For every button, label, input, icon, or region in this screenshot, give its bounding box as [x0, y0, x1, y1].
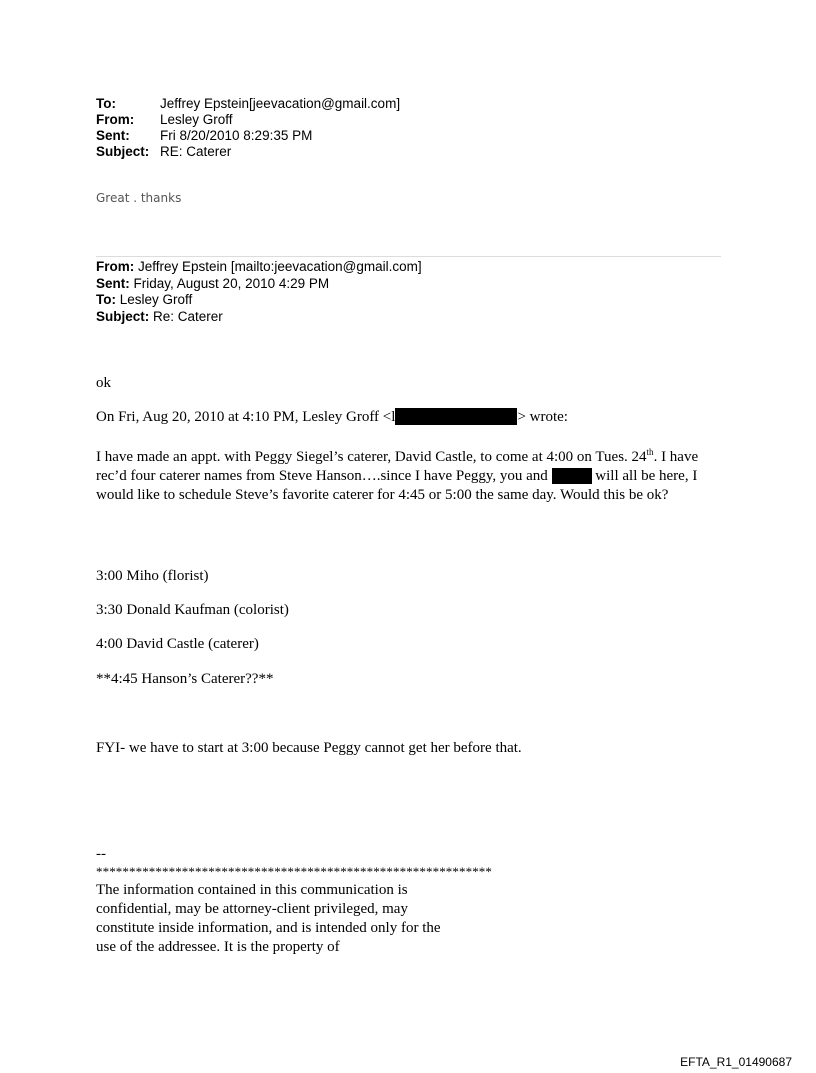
fwd-to-label: To:: [96, 292, 116, 307]
redaction-box: [395, 408, 517, 425]
header-to-row: [96, 96, 400, 112]
fwd-sent-value: Friday, August 20, 2010 4:29 PM: [133, 275, 330, 291]
attribution-partial: l: [391, 409, 396, 425]
fwd-subject-row: [96, 309, 422, 326]
schedule-item: 3:00 Miho (florist): [96, 568, 209, 584]
para-part3: will all be here, I would like to schedule Steve’s favorite caterer for 4:45 or 5:00 the same day. Would this be ok?: [96, 468, 698, 503]
divider: [96, 256, 721, 257]
forwarded-header: [96, 259, 422, 325]
header-from-row: [96, 112, 400, 128]
signature-dash: --: [96, 846, 106, 862]
from-label: From:: [96, 112, 135, 127]
confidentiality-disclaimer: The information contained in this communication is confidential, may be attorney-client privileged, may constitute inside information, and is intended only for the use of the addressee. It is the property of: [96, 882, 441, 955]
attribution-suffix: > wrote:: [517, 409, 568, 425]
para-sup: th: [646, 447, 654, 457]
fyi-line: FYI- we have to start at 3:00 because Peggy cannot get her before that.: [96, 740, 522, 756]
fwd-sent-label: Sent:: [96, 275, 130, 291]
fwd-to-value: Lesley Groff: [119, 292, 193, 307]
subject-value: RE: Caterer: [160, 144, 232, 159]
para-part1: I have made an appt. with Peggy Siegel’s caterer, David Castle, to come at 4:00 on Tues. 24: [96, 449, 647, 465]
reply-text: Great . thanks: [96, 191, 182, 205]
to-label: To:: [96, 96, 116, 111]
fwd-subject-label: Subject:: [96, 308, 150, 324]
document-id: EFTA_R1_01490687: [680, 1055, 792, 1069]
from-value: Lesley Groff: [160, 112, 233, 127]
quote-attribution: [96, 408, 568, 427]
email-header: [96, 96, 400, 160]
redaction-box: [552, 468, 592, 484]
asterisk-rule: ************************************************************: [96, 864, 492, 879]
fwd-to-row: [96, 292, 422, 309]
schedule-item: 3:30 Donald Kaufman (colorist): [96, 602, 289, 618]
fwd-from-value: Jeffrey Epstein [mailto:jeevacation@gmail.com]: [138, 259, 422, 274]
header-subject-row: [96, 144, 400, 160]
schedule-item: 4:00 David Castle (caterer): [96, 636, 259, 652]
fwd-from-label: From:: [96, 259, 135, 274]
header-sent-row: [96, 128, 400, 144]
schedule-item: **4:45 Hanson’s Caterer??**: [96, 671, 274, 687]
para-part2: . I have rec’d four caterer names from Steve Hanson….since I have Peggy, you and: [96, 449, 699, 484]
to-value: Jeffrey Epstein[jeevacation@gmail.com]: [160, 96, 401, 111]
fwd-subject-value: Re: Caterer: [153, 308, 223, 324]
quoted-paragraph: [96, 443, 721, 505]
fwd-sent-row: [96, 276, 422, 293]
subject-label: Subject:: [96, 144, 150, 159]
attribution-prefix: On Fri, Aug 20, 2010 at 4:10 PM, Lesley Groff <: [96, 409, 392, 425]
fwd-from-row: [96, 259, 422, 276]
sent-label: Sent:: [96, 128, 130, 143]
sent-value: Fri 8/20/2010 8:29:35 PM: [160, 128, 313, 143]
body-ok: ok: [96, 375, 111, 391]
